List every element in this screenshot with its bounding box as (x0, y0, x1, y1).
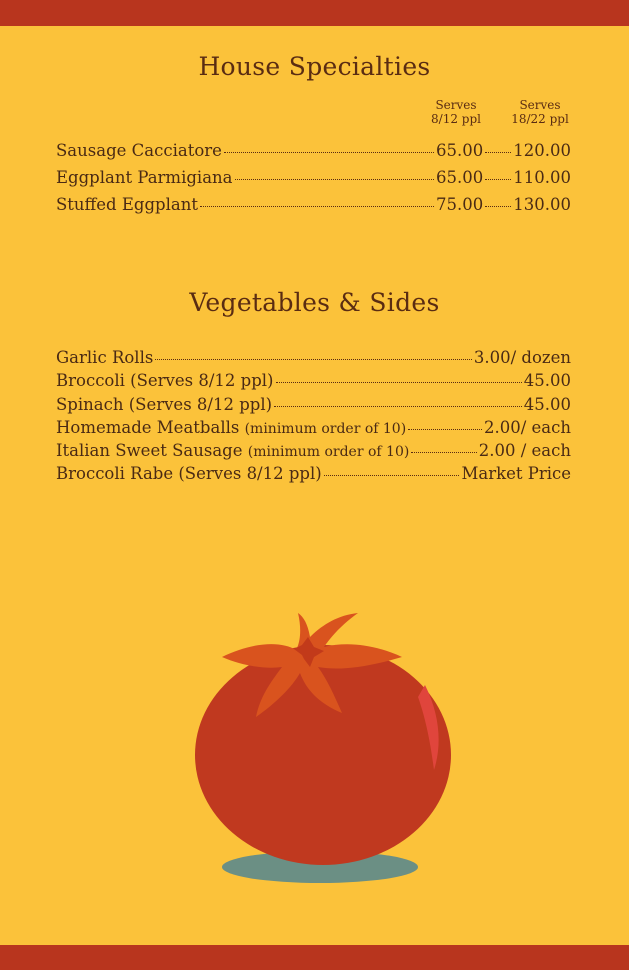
menu-item (56, 371, 571, 394)
menu-item-price-small: 65.00 (436, 168, 484, 187)
menu-item-name (56, 395, 272, 414)
menu-item-name-text: Spinach (Serves 8/12 ppl) (56, 394, 273, 414)
dot-leader (411, 452, 476, 453)
menu-item-price: 45.00 (523, 371, 571, 391)
dot-leader (324, 475, 460, 476)
menu-item (56, 418, 571, 441)
menu-item-price-small: 65.00 (436, 141, 484, 160)
menu-item-price-large: 110.00 (513, 168, 571, 187)
menu-item-price: 2.00/ each (483, 417, 571, 437)
column-header-sub: 18/22 ppl (511, 112, 569, 126)
dot-leader (276, 382, 522, 383)
vegetables-sides-list (56, 348, 571, 488)
menu-item-name (56, 348, 153, 367)
menu-item-name: Eggplant Parmigiana (56, 168, 233, 187)
menu-item-name-text: Homemade Meatballs (56, 417, 245, 437)
dot-leader (155, 359, 472, 360)
menu-item-price: 45.00 (523, 394, 571, 414)
menu-item (56, 168, 571, 195)
menu-item-name-text: Broccoli (Serves 8/12 ppl) (56, 371, 274, 391)
dot-leader (235, 179, 435, 180)
dot-leader (200, 206, 434, 207)
section-title-vegetables-sides: Vegetables & Sides (189, 288, 440, 317)
menu-item-name-text: Broccoli Rabe (Serves 8/12 ppl) (56, 464, 322, 484)
dot-leader (485, 206, 511, 207)
menu-item (56, 441, 571, 464)
menu-item-name-text: Garlic Rolls (56, 348, 154, 367)
dot-leader (408, 429, 482, 430)
dot-leader (485, 179, 511, 180)
dot-leader (274, 406, 522, 407)
menu-item-note: (minimum order of 10) (247, 444, 410, 461)
tomato-icon (190, 605, 460, 895)
house-specialties-list (56, 141, 571, 222)
menu-item-price-large: 120.00 (513, 141, 571, 160)
menu-item-price: 3.00/ dozen (473, 348, 571, 367)
menu-item-price-small: 75.00 (436, 195, 484, 214)
column-header-label: Serves (435, 98, 477, 112)
menu-item-price: 2.00 / each (478, 441, 571, 461)
menu-item (56, 348, 571, 371)
menu-item (56, 464, 571, 487)
menu-item-name: Sausage Cacciatore (56, 141, 222, 160)
column-header-serves-8-12 (424, 98, 488, 126)
menu-item (56, 141, 571, 168)
menu-item-name (56, 418, 406, 437)
bottom-band (0, 945, 629, 970)
column-header-serves-18-22 (505, 98, 575, 126)
menu-item (56, 395, 571, 418)
dot-leader (224, 152, 434, 153)
top-band (0, 0, 629, 26)
column-header-label: Serves (519, 98, 561, 112)
menu-item (56, 195, 571, 222)
dot-leader (485, 152, 511, 153)
menu-item-name (56, 464, 322, 483)
column-header-sub: 8/12 ppl (431, 112, 481, 126)
menu-item-name: Stuffed Eggplant (56, 195, 198, 214)
section-title-house-specialties: House Specialties (198, 52, 431, 81)
menu-item-name (56, 441, 409, 460)
menu-item-name (56, 371, 274, 390)
menu-item-price-large: 130.00 (513, 195, 571, 214)
menu-item-name-text: Italian Sweet Sausage (56, 441, 248, 461)
menu-item-note: (minimum order of 10) (244, 420, 407, 437)
menu-item-price: Market Price (461, 464, 571, 484)
